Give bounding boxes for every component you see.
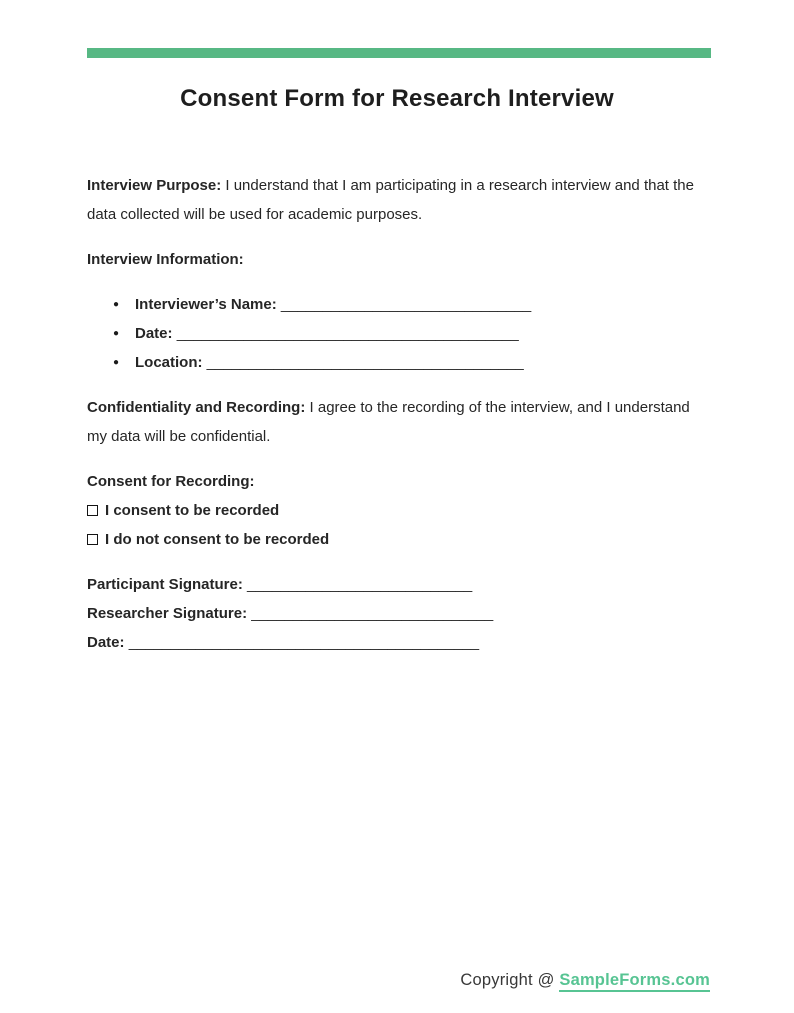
- researcher-signature-label: Researcher Signature:: [87, 605, 248, 622]
- purpose-text: I understand that I am participating in a research interview and that the data collected will be used for academic purposes.: [87, 177, 694, 223]
- researcher-signature-row: [87, 599, 711, 628]
- sampleforms-link[interactable]: SampleForms.com: [559, 971, 710, 992]
- footer: [460, 968, 710, 992]
- bullet-icon: ●: [113, 299, 120, 310]
- confidentiality-text: I agree to the recording of the interview, and I understand my data will be confidential.: [87, 399, 690, 445]
- interviewer-name-blank-line: ______________________________: [280, 296, 532, 313]
- confidentiality-paragraph: [87, 393, 711, 451]
- signature-date-label: Date:: [87, 634, 125, 651]
- participant-signature-label: Participant Signature:: [87, 576, 243, 593]
- date-label: Date:: [135, 325, 173, 342]
- date-blank-line: _________________________________________: [176, 325, 519, 342]
- consent-heading-label: Consent for Recording:: [87, 473, 255, 490]
- purpose-label: Interview Purpose:: [87, 177, 222, 194]
- consent-section: [87, 467, 711, 554]
- bullet-icon: ●: [113, 328, 120, 339]
- checkbox-icon[interactable]: [87, 534, 98, 545]
- researcher-signature-line: _____________________________: [251, 605, 494, 622]
- info-list: [87, 290, 711, 377]
- page-title: Consent Form for Research Interview: [180, 85, 614, 112]
- signature-date-row: [87, 628, 711, 657]
- accent-bar: [87, 48, 711, 58]
- signature-date-line: __________________________________________: [128, 634, 480, 651]
- confidentiality-label: Confidentiality and Recording:: [87, 399, 306, 416]
- list-item-date: [87, 319, 711, 348]
- document-content: [87, 171, 711, 673]
- purpose-paragraph: [87, 171, 711, 229]
- info-heading: [87, 245, 711, 274]
- consent-option-yes-label: I consent to be recorded: [105, 502, 280, 519]
- interviewer-name-label: Interviewer’s Name:: [135, 296, 277, 313]
- consent-option-yes: [87, 496, 711, 525]
- consent-option-no: [87, 525, 711, 554]
- copyright-text: Copyright @: [460, 971, 555, 989]
- location-blank-line: ______________________________________: [206, 354, 524, 371]
- participant-signature-row: [87, 570, 711, 599]
- bullet-icon: ●: [113, 357, 120, 368]
- checkbox-icon[interactable]: [87, 505, 98, 516]
- info-heading-label: Interview Information:: [87, 251, 244, 268]
- participant-signature-line: ___________________________: [247, 576, 473, 593]
- consent-heading: [87, 467, 711, 496]
- consent-option-no-label: I do not consent to be recorded: [105, 531, 330, 548]
- list-item-interviewer-name: [87, 290, 711, 319]
- location-label: Location:: [135, 354, 203, 371]
- signature-section: [87, 570, 711, 657]
- list-item-location: [87, 348, 711, 377]
